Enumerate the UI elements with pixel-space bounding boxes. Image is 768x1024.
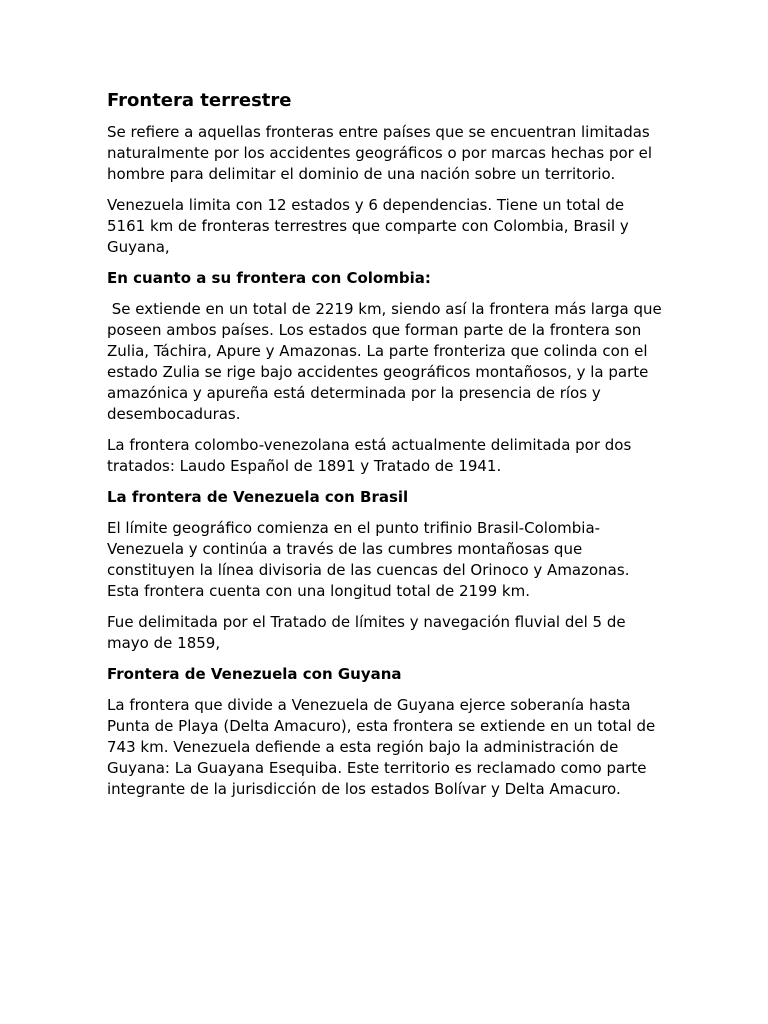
- heading-colombia: En cuanto a su frontera con Colombia:: [107, 269, 431, 287]
- paragraph-definition: Se refiere a aquellas fronteras entre países que se encuentran limitadas naturalmente por los accidentes geográficos o por marcas hechas por el hombre para delimitar el dominio de una nación sobre un territorio.: [107, 123, 657, 183]
- heading-brasil: La frontera de Venezuela con Brasil: [107, 488, 409, 506]
- paragraph-guyana: La frontera que divide a Venezuela de Guyana ejerce soberanía hasta Punta de Playa (Delta Amacuro), esta frontera se extiende en un total de 743 km. Venezuela defiende a esta región bajo la administración de Guyana: La Guayana Esequiba. Este territorio es reclamado como parte integrante de la jurisdicción de los estados Bolívar y Delta Amacuro.: [107, 696, 661, 798]
- paragraph-colombia-treaties: La frontera colombo-venezolana está actualmente delimitada por dos tratados: Laudo Español de 1891 y Tratado de 1941.: [107, 436, 637, 475]
- heading-guyana: Frontera de Venezuela con Guyana: [107, 665, 402, 683]
- paragraph-colombia-extent: Se extiende en un total de 2219 km, siendo así la frontera más larga que poseen ambos países. Los estados que forman parte de la frontera son Zulia, Táchira, Apure y Amazonas. La parte fronteriza que colinda con el estado Zulia se rige bajo accidentes geográficos montañosos, y la parte amazónica y apureña está determinada por la presencia de ríos y desembocaduras.: [107, 300, 667, 423]
- document-page: [107, 89, 667, 810]
- paragraph-brasil-treaty: Fue delimitada por el Tratado de límites y navegación fluvial del 5 de mayo de 1859,: [107, 613, 631, 652]
- paragraph-overview: Venezuela limita con 12 estados y 6 dependencias. Tiene un total de 5161 km de fronteras terrestres que comparte con Colombia, Brasil y Guyana,: [107, 196, 634, 256]
- paragraph-brasil-extent: El límite geográfico comienza en el punto trifinio Brasil-Colombia-Venezuela y continúa a través de las cumbres montañosas que constituyen la línea divisoria de las cuencas del Orinoco y Amazonas. Esta frontera cuenta con una longitud total de 2199 km.: [107, 519, 635, 600]
- document-title: Frontera terrestre: [107, 90, 292, 111]
